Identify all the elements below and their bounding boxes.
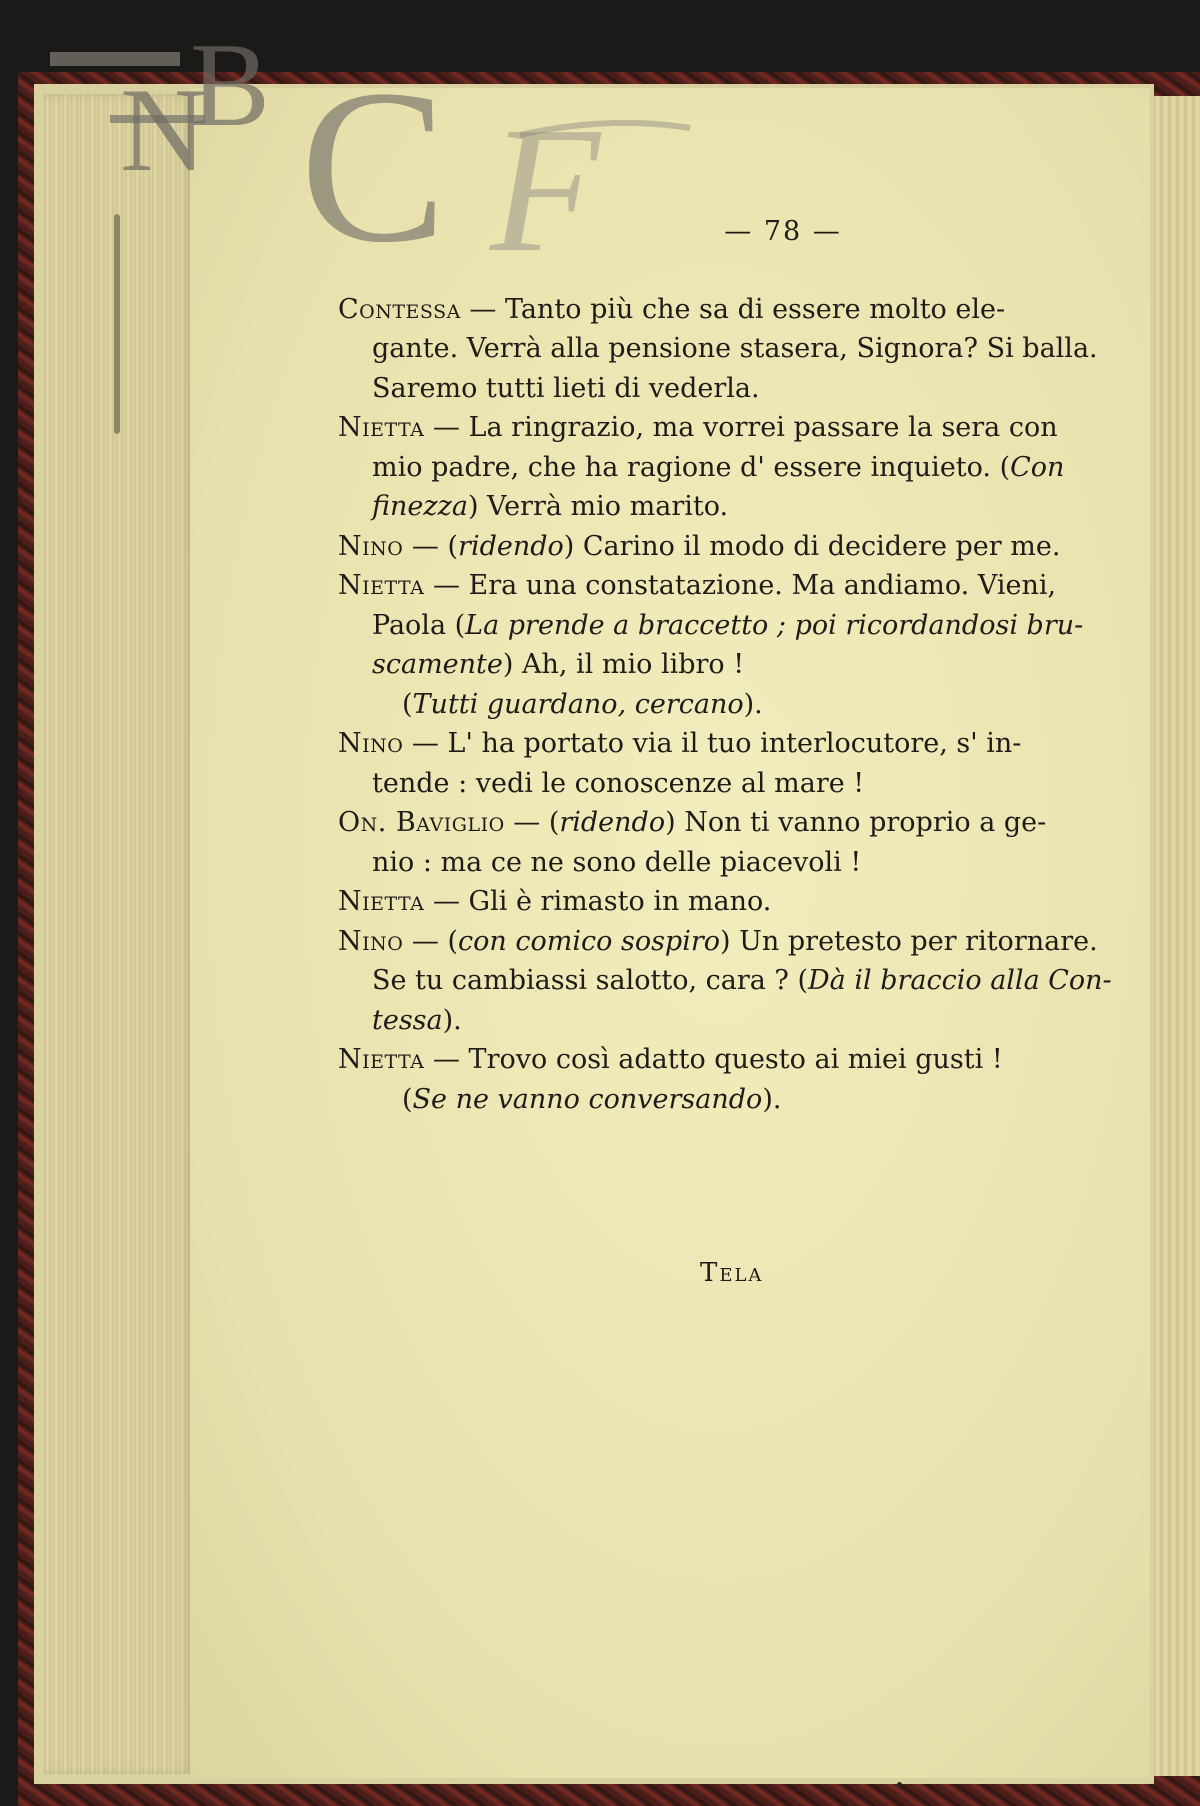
line-segment	[372, 1001, 462, 1041]
text-line	[338, 1040, 1128, 1080]
line-segment	[372, 448, 1064, 488]
text-line	[338, 685, 1128, 725]
dialogue-text: ) Carino il modo di decidere per me.	[563, 530, 1061, 562]
line-segment	[338, 527, 1060, 567]
page-edges	[44, 94, 194, 1774]
line-segment	[338, 408, 1058, 448]
dialogue-text: Se tu cambiassi salotto, cara ? (	[372, 965, 809, 996]
dialogue-text: ) Non ti vanno proprio a ge-	[665, 807, 1047, 838]
page-text	[338, 212, 1128, 1119]
dialogue-text: tende : vedi le conoscenze al mare !	[372, 767, 865, 799]
speaker-name: Contessa	[338, 293, 461, 325]
dialogue-text: — Trovo così adatto questo ai miei gusti !	[424, 1044, 1003, 1075]
line-segment	[338, 1040, 1003, 1080]
text-line	[338, 566, 1128, 606]
speaker-name: Nino	[338, 925, 404, 957]
dialogue-text: ) Ah, il mio libro !	[502, 649, 745, 680]
text-line	[338, 369, 1128, 409]
closing-word: Tela	[700, 1258, 764, 1288]
text-line	[338, 645, 1128, 685]
dialogue-text: ).	[442, 1004, 462, 1036]
stage-direction: Tutti guardano, cercano	[412, 688, 744, 720]
stage-direction: Se ne vanno conversando	[412, 1083, 763, 1115]
speaker-name: On. Baviglio	[338, 807, 505, 838]
text-line	[338, 606, 1128, 646]
line-segment	[338, 290, 1005, 330]
dialogue-text: ).	[762, 1083, 782, 1115]
text-line	[338, 961, 1128, 1001]
stage-direction: con comico sospiro	[458, 925, 721, 957]
dialogue-text: (	[402, 688, 413, 720]
speaker-name: Nietta	[338, 570, 425, 601]
page-number: — 78 —	[724, 216, 842, 247]
dialogue-text: Paola (	[372, 609, 466, 641]
dialogue-text: ) Verrà mio marito.	[467, 491, 729, 522]
text-line	[338, 882, 1128, 922]
text-line	[338, 527, 1128, 567]
line-segment	[372, 645, 744, 685]
line-segment	[372, 487, 728, 527]
dialogue-text: — Gli è rimasto in mano.	[424, 886, 772, 917]
dialogue-text: — (	[403, 530, 459, 562]
dialogue-text: — Tanto più che sa di essere molto ele-	[460, 293, 1006, 325]
dialogue-text: (	[402, 1083, 413, 1115]
watermark-letter-n: N	[120, 63, 207, 196]
dialogue-text: nio : ma ce ne sono delle piacevoli !	[372, 846, 862, 878]
watermark-letter-c: C	[300, 44, 447, 270]
stage-direction: scamente	[372, 649, 503, 680]
dialogue-text: — Era una constatazione. Ma andiamo. Vieni,	[424, 570, 1057, 601]
text-line	[338, 764, 1128, 804]
text-line	[338, 487, 1128, 527]
line-segment	[338, 566, 1056, 606]
text-line	[338, 1080, 1128, 1120]
stage-direction: Con	[1010, 451, 1065, 483]
ink-dot	[897, 1782, 902, 1787]
stage-direction: ridendo	[559, 807, 666, 838]
text-line	[338, 803, 1128, 843]
dialogue-text: ).	[743, 688, 763, 720]
line-segment	[402, 685, 763, 725]
text-line	[338, 290, 1128, 330]
stage-direction: La prende a braccetto ; poi ricordandosi bru-	[465, 609, 1084, 641]
dialogue-text: ) Un pretesto per ritornare.	[720, 925, 1098, 957]
watermark-letter-b: B	[190, 20, 271, 151]
text-line	[338, 329, 1128, 369]
dialogue-text: — La ringrazio, ma vorrei passare la sera con	[424, 412, 1058, 443]
text-line	[338, 1001, 1128, 1041]
stage-direction: Dà il braccio alla Con-	[808, 965, 1112, 996]
line-segment	[338, 922, 1098, 962]
stage-direction: tessa	[372, 1004, 443, 1036]
text-line	[338, 843, 1128, 883]
line-segment	[372, 961, 1112, 1001]
speaker-name: Nino	[338, 728, 404, 759]
dialogue-text: — (	[403, 925, 459, 957]
dialogue-text: — L' ha portato via il tuo interlocutore, s' in-	[403, 728, 1022, 759]
text-line	[338, 408, 1128, 448]
stage-direction: ridendo	[458, 530, 564, 562]
dialogue-text: gante. Verrà alla pensione stasera, Signora? Si balla.	[372, 333, 1098, 364]
text-line	[338, 448, 1128, 488]
line-segment	[402, 1080, 781, 1120]
text-line	[338, 724, 1128, 764]
stage-direction: finezza	[372, 491, 468, 522]
speaker-name: Nino	[338, 530, 404, 562]
speaker-name: Nietta	[338, 886, 425, 917]
right-page-stack	[1154, 96, 1200, 1776]
line-segment	[338, 882, 771, 922]
text-line	[338, 922, 1128, 962]
speaker-name: Nietta	[338, 1044, 425, 1075]
dialogue-text: mio padre, che ha ragione d' essere inquieto. (	[372, 451, 1011, 483]
watermark-letter-f: F	[490, 90, 600, 270]
line-segment	[338, 724, 1021, 764]
line-segment	[372, 606, 1083, 646]
line-segment	[338, 803, 1046, 843]
dialogue-text: — (	[504, 807, 560, 838]
speaker-name: Nietta	[338, 412, 425, 443]
dialogue-text: Saremo tutti lieti di vederla.	[372, 372, 760, 404]
